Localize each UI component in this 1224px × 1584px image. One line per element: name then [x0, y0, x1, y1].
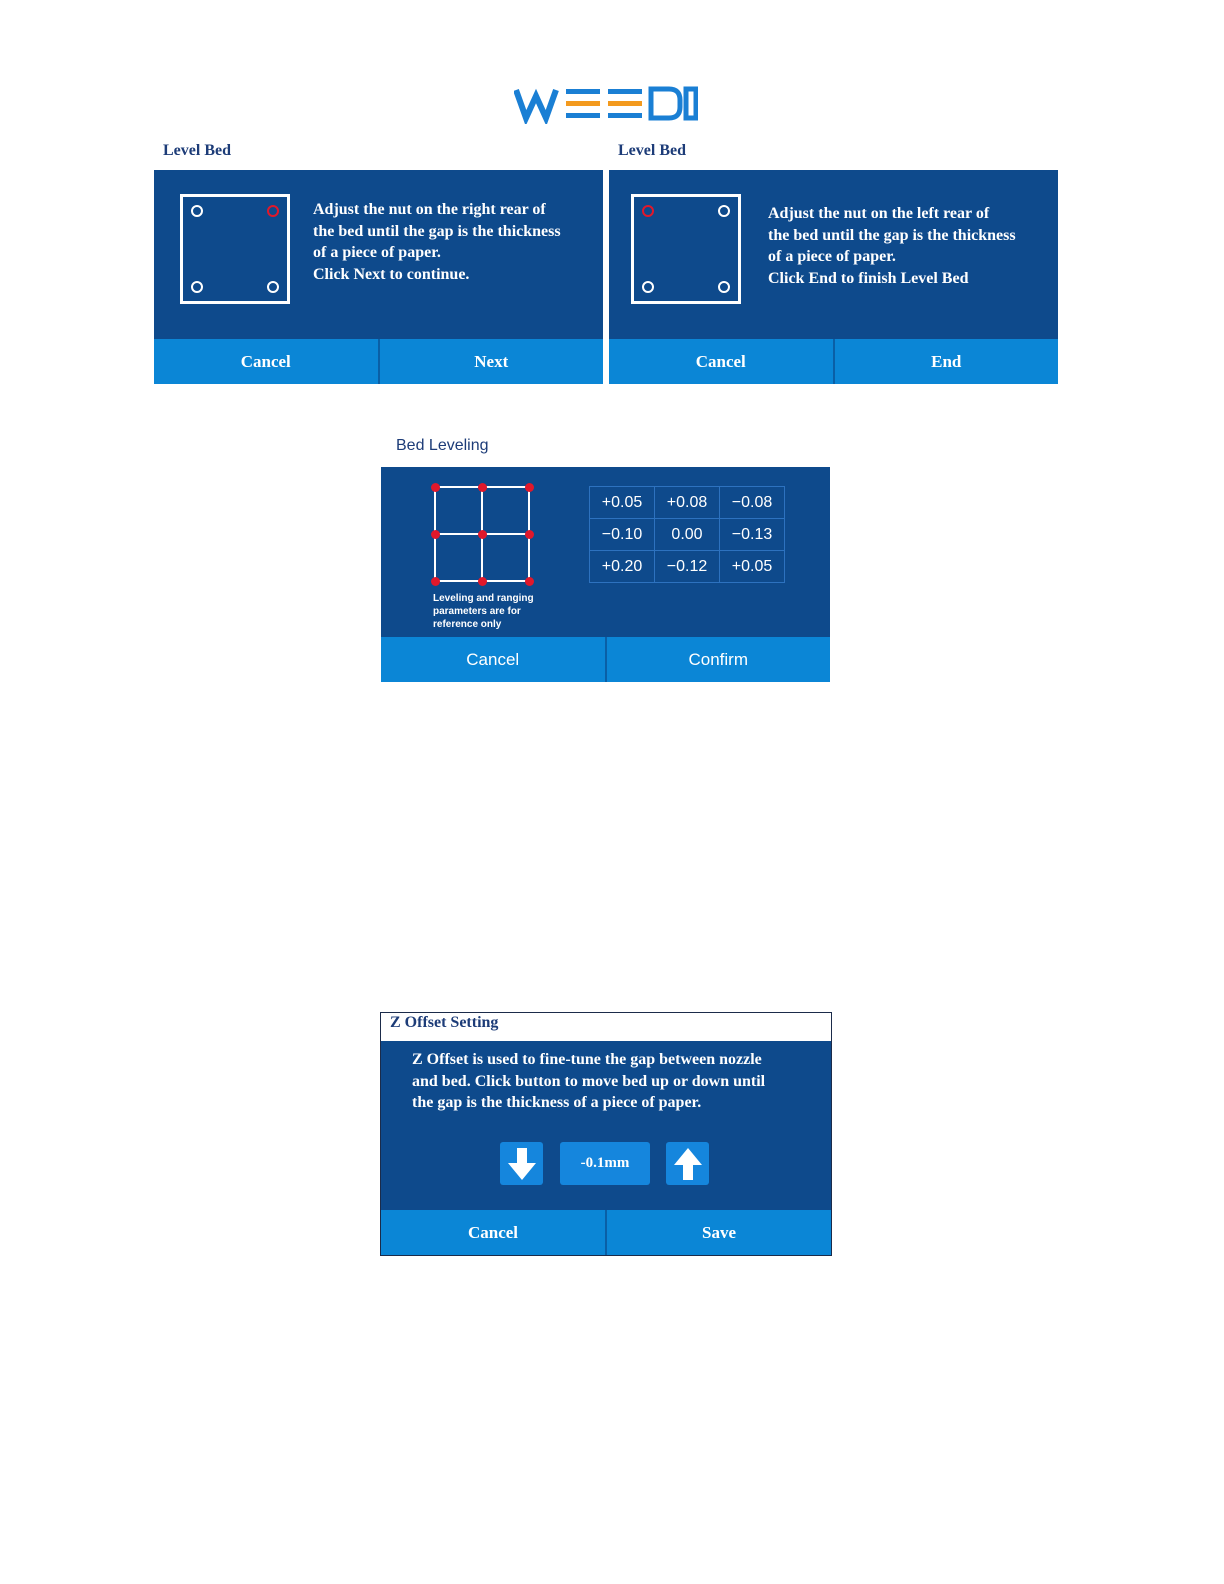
- description-line: Z Offset is used to fine-tune the gap between nozzle: [412, 1051, 762, 1068]
- arrow-up-icon: [673, 1147, 703, 1181]
- probe-point-icon: [478, 483, 487, 492]
- corner-bottom-left-icon: [191, 281, 203, 293]
- bed-leveling-panel: [381, 467, 830, 682]
- level-bed-2-instructions: [768, 203, 1016, 289]
- cancel-button[interactable]: Cancel: [381, 1210, 605, 1255]
- corner-bottom-right-icon: [718, 281, 730, 293]
- level-bed-1-panel: [154, 170, 603, 384]
- bed-leveling-title: Bed Leveling: [396, 437, 489, 454]
- table-cell: +0.08: [655, 487, 720, 519]
- reference-note: [433, 592, 534, 631]
- bed-diagram: [180, 194, 290, 304]
- level-bed-1-title: Level Bed: [163, 142, 231, 159]
- description-line: and bed. Click button to move bed up or down until: [412, 1072, 766, 1090]
- table-cell: +0.05: [720, 551, 785, 583]
- level-bed-1-instructions: [313, 199, 561, 285]
- level-bed-2-panel: [609, 170, 1058, 384]
- table-row: [590, 487, 785, 519]
- z-offset-panel: [381, 1041, 831, 1255]
- confirm-button[interactable]: Confirm: [605, 637, 831, 682]
- probe-point-icon: [525, 530, 534, 539]
- table-cell: −0.08: [720, 487, 785, 519]
- instruction-line: Click End to finish Level Bed: [768, 269, 969, 287]
- z-offset-description: [412, 1049, 765, 1114]
- level-bed-1-button-bar: [154, 339, 603, 384]
- probe-point-icon: [525, 577, 534, 586]
- instruction-line: of a piece of paper.: [768, 248, 896, 265]
- table-cell: +0.05: [590, 487, 655, 519]
- note-line: reference only: [433, 619, 502, 630]
- corner-top-left-icon: [191, 205, 203, 217]
- level-bed-2-button-bar: [609, 339, 1058, 384]
- cancel-button[interactable]: Cancel: [381, 637, 605, 682]
- instruction-line: Adjust the nut on the left rear of: [768, 205, 990, 222]
- level-bed-2-title: Level Bed: [618, 142, 686, 159]
- corner-top-right-icon: [267, 205, 279, 217]
- probe-point-icon: [525, 483, 534, 492]
- probe-point-icon: [431, 577, 440, 586]
- table-cell: −0.10: [590, 519, 655, 551]
- cancel-button[interactable]: Cancel: [609, 339, 833, 384]
- table-cell: 0.00: [655, 519, 720, 551]
- corner-top-left-icon: [642, 205, 654, 217]
- table-cell: +0.20: [590, 551, 655, 583]
- table-cell: −0.13: [720, 519, 785, 551]
- step-value-button[interactable]: [560, 1142, 650, 1185]
- z-offset-frame: [380, 1012, 832, 1256]
- probe-point-icon: [478, 577, 487, 586]
- bed-diagram: [631, 194, 741, 304]
- arrow-down-icon: [507, 1147, 537, 1181]
- z-offset-button-bar: [381, 1210, 831, 1255]
- move-up-button[interactable]: [666, 1142, 709, 1185]
- note-line: parameters are for: [433, 606, 521, 617]
- instruction-line: Click Next to continue.: [313, 265, 470, 283]
- bed-leveling-button-bar: [381, 637, 830, 682]
- instruction-line: of a piece of paper.: [313, 244, 441, 261]
- cancel-button[interactable]: Cancel: [154, 339, 378, 384]
- instruction-line: Adjust the nut on the right rear of: [313, 201, 546, 218]
- z-offset-title: Z Offset Setting: [390, 1014, 499, 1031]
- instruction-line: the bed until the gap is the thickness: [768, 226, 1016, 244]
- corner-top-right-icon: [718, 205, 730, 217]
- table-row: [590, 519, 785, 551]
- table-cell: −0.12: [655, 551, 720, 583]
- probe-point-icon: [478, 530, 487, 539]
- leveling-values-table: [589, 486, 785, 583]
- probe-point-icon: [431, 483, 440, 492]
- corner-bottom-right-icon: [267, 281, 279, 293]
- end-button[interactable]: End: [833, 339, 1059, 384]
- step-value: -0.1mm: [580, 1155, 630, 1171]
- move-down-button[interactable]: [500, 1142, 543, 1185]
- next-button[interactable]: Next: [378, 339, 604, 384]
- instruction-line: the bed until the gap is the thickness: [313, 222, 561, 240]
- corner-bottom-left-icon: [642, 281, 654, 293]
- description-line: the gap is the thickness of a piece of paper.: [412, 1094, 702, 1111]
- leveling-grid: [434, 486, 530, 582]
- save-button[interactable]: Save: [605, 1210, 831, 1255]
- note-line: Leveling and ranging: [433, 593, 534, 604]
- probe-point-icon: [431, 530, 440, 539]
- table-row: [590, 551, 785, 583]
- weedo-logo: [514, 84, 698, 124]
